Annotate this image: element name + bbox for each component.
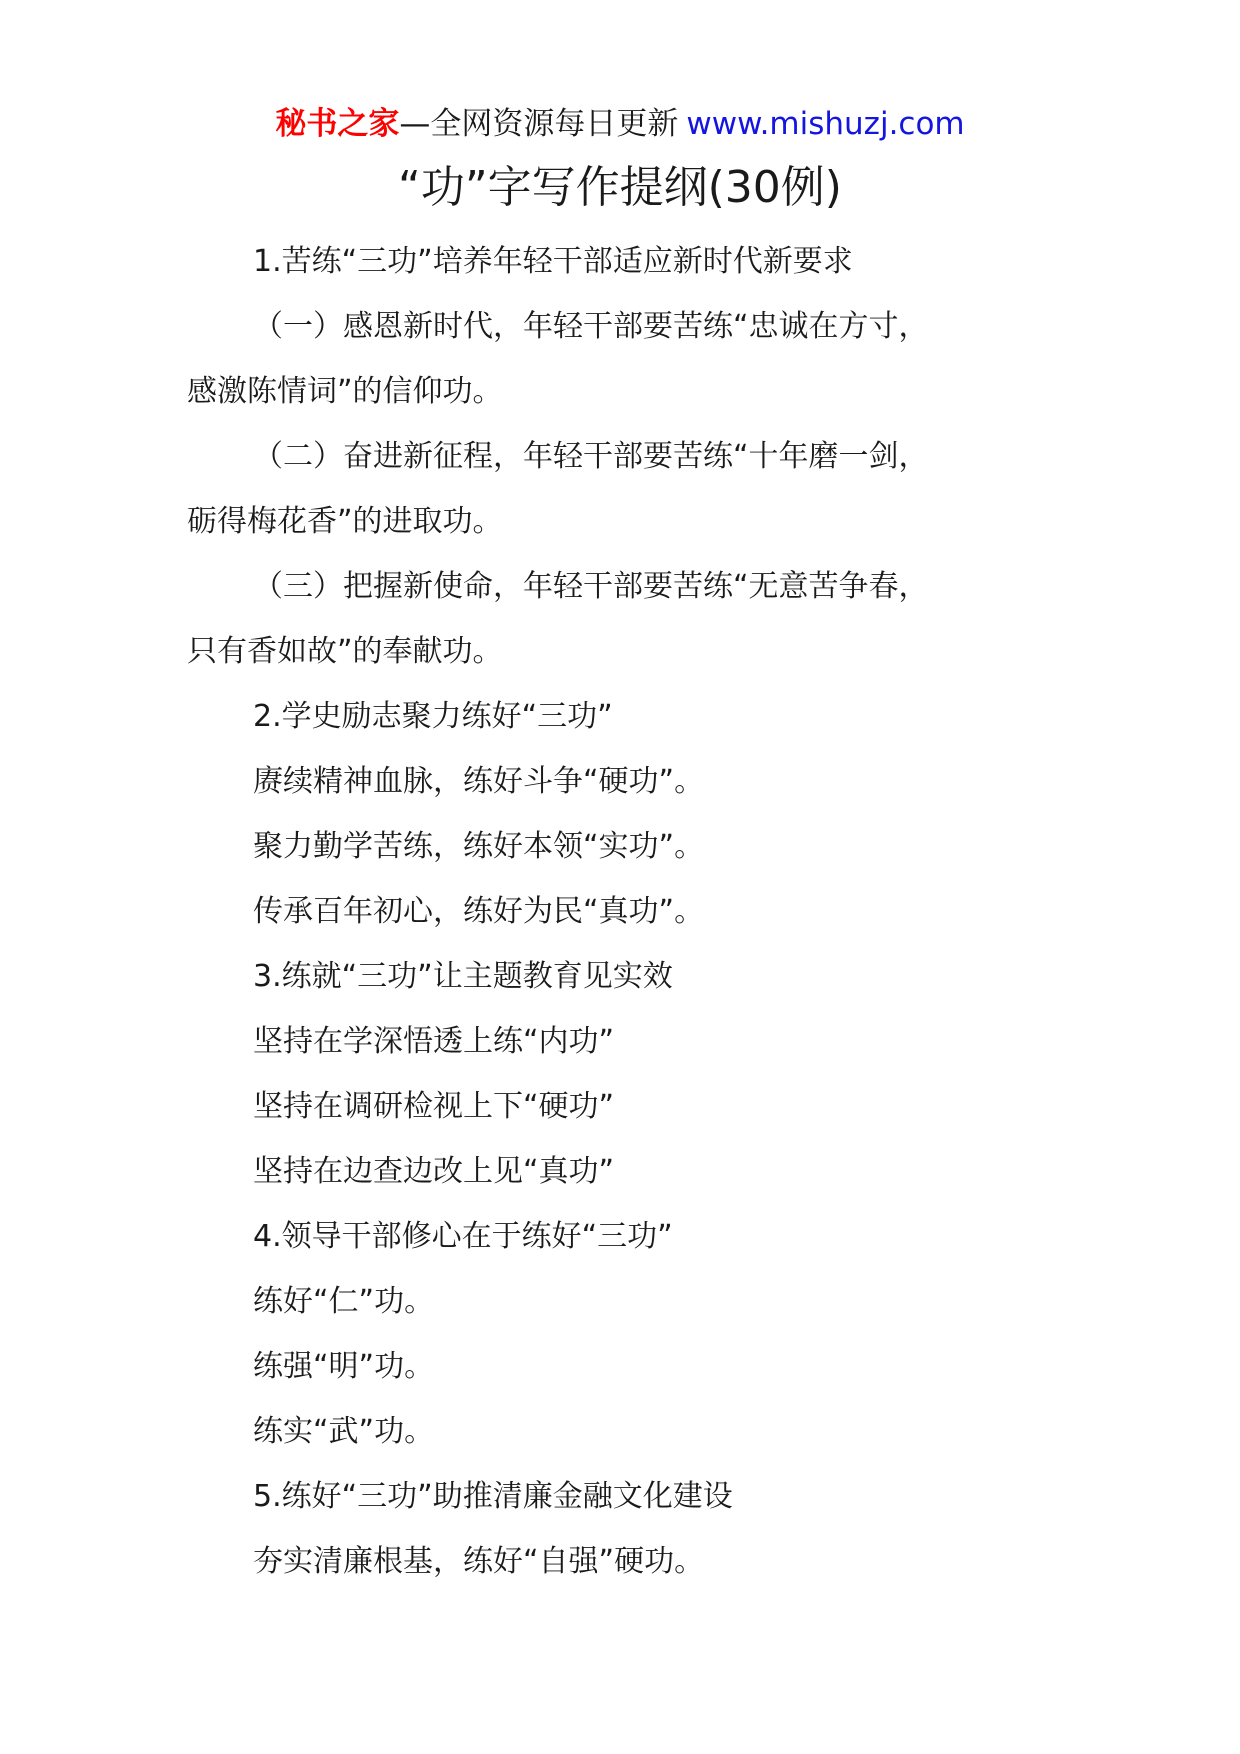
- paragraph-1-2: [187, 424, 1057, 554]
- brand-name: 秘书之家: [275, 106, 400, 142]
- site-header: [0, 100, 1240, 148]
- paragraph-5-1: 夯实清廉根基，练好“自强”硬功。: [253, 1544, 705, 1579]
- heading-1: 1.苦练“三功”培养年轻干部适应新时代新要求: [253, 244, 853, 279]
- paragraph-4-3: 练实“武”功。: [253, 1414, 435, 1449]
- paragraph-line: 只有香如故”的奉献功。: [187, 634, 503, 669]
- paragraph-line: （一）感恩新时代，年轻干部要苦练“忠诚在方寸，: [253, 309, 929, 344]
- paragraph-1-1: [187, 294, 1057, 424]
- site-url-link[interactable]: www.mishuzj.com: [686, 106, 965, 142]
- paragraph-3-3: 坚持在边查边改上见“真功”: [253, 1154, 615, 1189]
- heading-4: 4.领导干部修心在于练好“三功”: [253, 1219, 673, 1254]
- paragraph-line: （三）把握新使命，年轻干部要苦练“无意苦争春，: [253, 569, 929, 604]
- heading-3: 3.练就“三功”让主题教育见实效: [253, 959, 673, 994]
- paragraph-line: 感激陈情词”的信仰功。: [187, 374, 503, 409]
- heading-5: 5.练好“三功”助推清廉金融文化建设: [253, 1479, 733, 1514]
- document-body: [187, 229, 1057, 1594]
- paragraph-4-2: 练强“明”功。: [253, 1349, 435, 1384]
- paragraph-2-3: 传承百年初心，练好为民“真功”。: [253, 894, 705, 929]
- header-slogan: —全网资源每日更新: [399, 106, 679, 142]
- paragraph-line: 砺得梅花香”的进取功。: [187, 504, 503, 539]
- document-title: “功”字写作提纲(30例): [398, 162, 842, 213]
- paragraph-4-1: 练好“仁”功。: [253, 1284, 435, 1319]
- heading-2: 2.学史励志聚力练好“三功”: [253, 699, 613, 734]
- paragraph-3-2: 坚持在调研检视上下“硬功”: [253, 1089, 615, 1124]
- paragraph-2-2: 聚力勤学苦练，练好本领“实功”。: [253, 829, 705, 864]
- paragraph-3-1: 坚持在学深悟透上练“内功”: [253, 1024, 615, 1059]
- paragraph-line: （二）奋进新征程，年轻干部要苦练“十年磨一剑，: [253, 439, 929, 474]
- paragraph-2-1: 赓续精神血脉，练好斗争“硬功”。: [253, 764, 705, 799]
- paragraph-1-3: [187, 554, 1057, 684]
